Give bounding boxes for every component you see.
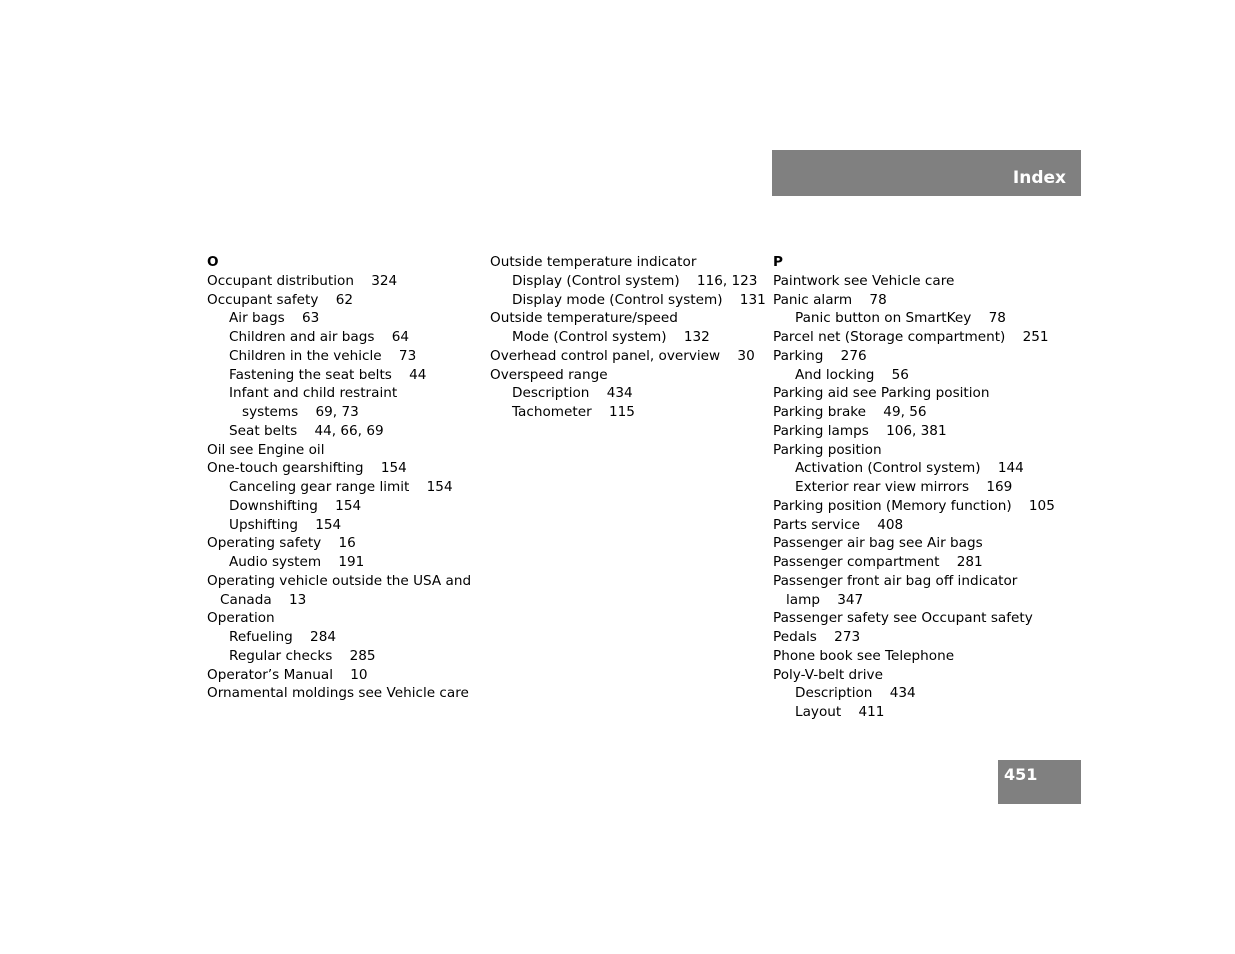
index-entry: Canada 13	[220, 591, 307, 608]
index-entry: Passenger safety see Occupant safety	[773, 610, 1033, 627]
index-subentry: Fastening the seat belts 44	[229, 366, 427, 383]
index-column-1	[207, 253, 477, 703]
index-entry: Parking 276	[773, 347, 867, 364]
index-entry: lamp 347	[786, 591, 864, 608]
index-entry: Parking brake 49, 56	[773, 404, 927, 420]
index-entry: Operating safety 16	[207, 535, 356, 552]
index-subentry: Tachometer 115	[512, 404, 635, 420]
index-entry: Parking aid see Parking position	[773, 385, 990, 402]
index-subentry: Exterior rear view mirrors 169	[795, 479, 1013, 495]
index-letter-heading: P	[773, 254, 783, 270]
index-subentry: Mode (Control system) 132	[512, 329, 710, 345]
index-subentry: Upshifting 154	[229, 516, 342, 533]
index-subentry: Panic button on SmartKey 78	[795, 310, 1006, 327]
index-subentry: Activation (Control system) 144	[795, 460, 1024, 477]
index-subentry: Downshifting 154	[229, 497, 362, 514]
index-column-2	[490, 253, 766, 422]
index-subentry: Layout 411	[795, 704, 885, 720]
index-entry: Parcel net (Storage compartment) 251	[773, 329, 1049, 345]
index-entry: Passenger air bag see Air bags	[773, 535, 983, 552]
index-subentry: Description 434	[795, 685, 916, 702]
index-entry: Parking position (Memory function) 105	[773, 497, 1055, 514]
index-entry: Operating vehicle outside the USA and	[207, 572, 472, 589]
index-subentry: And locking 56	[795, 366, 909, 383]
index-entry: One-touch gearshifting 154	[207, 460, 407, 477]
index-entry: Overspeed range	[490, 366, 608, 383]
index-entry: Operator’s Manual 10	[207, 666, 368, 683]
index-column-3	[773, 253, 1063, 722]
index-entry: Operation	[207, 610, 275, 627]
index-subentry: Children and air bags 64	[229, 329, 410, 345]
index-subentry: systems 69, 73	[242, 404, 359, 420]
index-entry: Poly-V-belt drive	[773, 666, 883, 683]
index-entry: Parking lamps 106, 381	[773, 422, 947, 439]
index-entry: Parts service 408	[773, 516, 904, 533]
index-subentry: Seat belts 44, 66, 69	[229, 422, 384, 439]
index-subentry: Regular checks 285	[229, 647, 376, 664]
index-subentry: Description 434	[512, 385, 633, 402]
index-subentry: Refueling 284	[229, 629, 336, 645]
index-entry: Passenger compartment 281	[773, 554, 983, 570]
index-entry: Occupant safety 62	[207, 291, 354, 308]
index-entry: Overhead control panel, overview 30	[490, 347, 755, 364]
page-number: 451	[1004, 765, 1038, 784]
index-entry: Passenger front air bag off indicator	[773, 572, 1018, 589]
index-subentry: Display mode (Control system) 131	[512, 291, 766, 308]
index-subentry: Canceling gear range limit 154	[229, 479, 453, 495]
index-entry: Outside temperature/speed	[490, 310, 678, 327]
index-entry: Pedals 273	[773, 629, 861, 645]
index-entry: Outside temperature indicator	[490, 254, 697, 270]
index-entry: Occupant distribution 324	[207, 272, 398, 289]
index-subentry: Children in the vehicle 73	[229, 347, 417, 364]
section-title: Index	[1012, 168, 1066, 188]
index-entry: Phone book see Telephone	[773, 647, 955, 664]
index-entry: Ornamental moldings see Vehicle care	[207, 685, 469, 702]
index-subentry: Audio system 191	[229, 554, 365, 570]
page-number-tab	[998, 760, 1081, 804]
index-letter-heading: O	[207, 254, 219, 270]
index-entry: Oil see Engine oil	[207, 441, 325, 458]
section-header-tab	[772, 150, 1081, 196]
index-subentry: Infant and child restraint	[229, 385, 398, 402]
index-entry: Panic alarm 78	[773, 291, 887, 308]
index-subentry: Air bags 63	[229, 310, 320, 327]
index-entry: Parking position	[773, 441, 882, 458]
index-entry: Paintwork see Vehicle care	[773, 272, 955, 289]
index-subentry: Display (Control system) 116, 123	[512, 272, 758, 289]
